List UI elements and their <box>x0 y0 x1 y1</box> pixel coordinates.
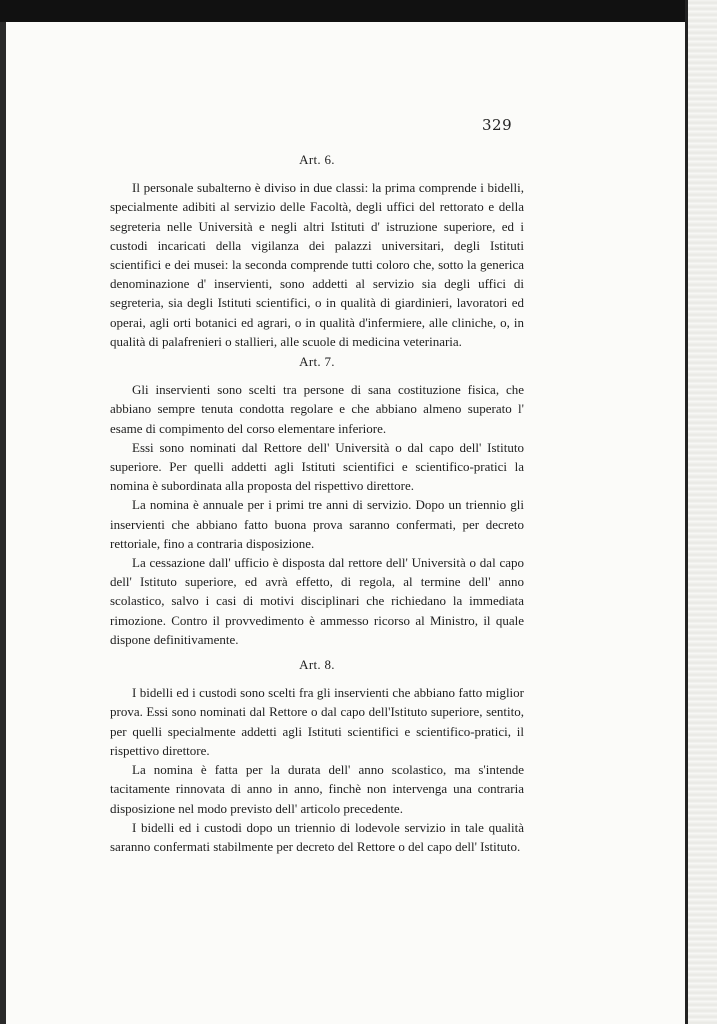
article-paragraph: La nomina è fatta per la durata dell' anno scolastico, ma s'intende tacitamente rinnovata di anno in anno, finchè non intervenga una contraria disposizione nel modo previsto dell' articolo precedente. <box>110 762 524 816</box>
article-8 <box>110 655 524 856</box>
document-body <box>110 150 524 856</box>
article-paragraph: I bidelli ed i custodi sono scelti fra gli inservienti che abbiano fatto miglior prova. Essi sono nominati dal Rettore o dal capo dell'Istituto superiore, sentito, per quelli specialmente addetti agli Istituti scientifici e scientifico-pratici, il rispettivo direttore. <box>110 685 524 758</box>
scan-top-border <box>0 0 717 22</box>
article-heading: Art. 6. <box>299 152 335 167</box>
article-7 <box>110 352 524 649</box>
article-heading: Art. 8. <box>299 657 335 673</box>
article-paragraph: Il personale subalterno è diviso in due classi: la prima comprende i bidelli, specialmente adibiti al servizio delle Facoltà, degli uffici del rettorato e della segreteria nelle Università e negli altri Istituti d' istruzione superiore, ed i custodi incaricati della vigilanza dei palazzi universitari, degli Istituti scientifici e dei musei: la seconda comprende tutti coloro che, sotto la generica denominazione d' inservienti, sono addetti al servizio sia degli uffici di segreteria, sia degli Istituti scientifici, o in qualità di giardinieri, lavoratori ed operai, agli orti botanici ed agrari, o in qualità d'infermiere, alle cliniche, o, in qualità di palafrenieri o stallieri, alle scuole di medicina veterinaria. <box>110 180 524 349</box>
article-heading: Art. 7. <box>299 354 335 370</box>
article-paragraph: Essi sono nominati dal Rettore dell' Università o dal capo dell' Istituto superiore. Per quelli addetti agli Istituti scientifici e scientifico-pratici la nomina è subordinata alla proposta del rispettivo direttore. <box>110 439 524 494</box>
article-paragraph: I bidelli ed i custodi dopo un triennio di lodevole servizio in tale qualità saranno confermati stabilmente per decreto del Rettore o del capo dell' Istituto. <box>110 819 524 854</box>
page-number: 329 <box>482 116 513 134</box>
book-page-edge <box>685 0 717 1024</box>
article-paragraph: Gli inservienti sono scelti tra persone di sana costituzione fisica, che abbiano sempre tenuta condotta regolare e che abbiano almeno superato l' esame di compimento del corso elementare inferiore. <box>110 382 524 436</box>
article-paragraph: La nomina è annuale per i primi tre anni di servizio. Dopo un triennio gli inservienti che abbiano fatto buona prova saranno confermati, per decreto rettoriale, fino a contraria disposizione. <box>110 497 524 551</box>
article-6 <box>110 150 524 351</box>
article-paragraph: La cessazione dall' ufficio è disposta dal rettore dell' Università o dal capo dell' Istituto superiore, ed avrà effetto, di regola, al termine dell' anno scolastico, salvo i casi di motivi disciplinari che richiedano la immediata rimozione. Contro il provvedimento è ammesso ricorso al Ministro, il quale dispone definitivamente. <box>110 555 524 647</box>
